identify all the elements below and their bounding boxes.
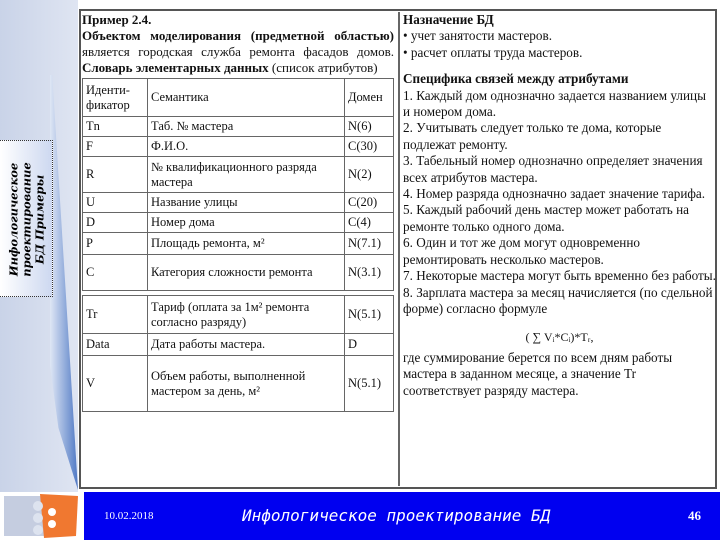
spec-item: 7. Некоторые мастера могут быть временно без работы. xyxy=(403,268,716,284)
purpose-item: • расчет оплаты труда мастеров. xyxy=(403,44,583,60)
object-bold: Объектом моделирования (предметной областью) xyxy=(82,28,394,43)
section-label-line: БД Примеры xyxy=(32,174,47,265)
spec-item: 4. Номер разряда однозначно задает значение тарифа. xyxy=(403,186,706,202)
logo xyxy=(0,492,82,540)
spec-title: Специфика связей между атрибутами xyxy=(403,71,629,87)
cell-id: F xyxy=(83,137,148,157)
example-title: Пример 2.4. xyxy=(82,12,152,27)
cell-domain: N(3.1) xyxy=(345,255,394,291)
cell-semantics: Дата работы мастера. xyxy=(148,334,345,356)
formula-note: где суммирование берется по всем дням работы мастера в заданном месяце, а значение Tr соответствует разряду мастера. xyxy=(403,349,673,398)
spec-item: 1. Каждый дом однозначно задается названием улицы и номером дома. xyxy=(403,87,706,120)
cell-domain: C(30) xyxy=(345,137,394,157)
spec-item: 8. Зарплата мастера за месяц начисляется (по сдельной форме) согласно формуле xyxy=(403,284,713,316)
cell-id: Tr xyxy=(83,296,148,334)
cell-semantics: Категория сложности ремонта xyxy=(148,255,345,291)
table-row xyxy=(83,233,394,255)
object-paragraph xyxy=(82,28,394,60)
cell-domain: C(4) xyxy=(345,213,394,233)
sidebar xyxy=(0,0,78,492)
cell-semantics: Название улицы xyxy=(148,193,345,213)
object-text: является городская служба ремонта фасадов домов. xyxy=(82,44,394,59)
footer xyxy=(84,492,720,540)
table-row xyxy=(83,137,394,157)
table-row xyxy=(83,296,394,334)
header-semantics: Семантика xyxy=(148,79,345,117)
attributes-table xyxy=(82,78,394,412)
section-label-line: Инфологическое xyxy=(6,162,21,277)
cell-id: U xyxy=(83,193,148,213)
cell-semantics: Таб. № мастера xyxy=(148,117,345,137)
table-header-row xyxy=(83,79,394,117)
cell-domain: D xyxy=(345,334,394,356)
logo-icon xyxy=(0,492,82,540)
header-domain: Домен xyxy=(345,79,394,117)
cell-semantics: Номер дома xyxy=(148,213,345,233)
cell-semantics: Ф.И.О. xyxy=(148,137,345,157)
table-row xyxy=(83,356,394,412)
cell-domain: N(2) xyxy=(345,157,394,193)
cell-id: P xyxy=(83,233,148,255)
dictionary-paragraph xyxy=(82,60,394,76)
cell-semantics: Площадь ремонта, м² xyxy=(148,233,345,255)
cell-id: D xyxy=(83,213,148,233)
page-number: 46 xyxy=(688,508,701,523)
section-label-line: проектирование xyxy=(19,162,34,277)
footer-title: Инфологическое проектирование БД xyxy=(242,506,551,525)
cell-semantics: Тариф (оплата за 1м² ремонта согласно разряду) xyxy=(148,296,345,334)
spec-item: 5. Каждый рабочий день мастер может работать на ремонте только одного дома. xyxy=(403,202,690,234)
spec-item: 2. Учитывать следует только те дома, которые подлежат ремонту. xyxy=(403,120,662,152)
dictionary-bold: Словарь элементарных данных xyxy=(82,60,269,75)
cell-semantics: № квалификационного разряда мастера xyxy=(148,157,345,193)
table-row xyxy=(83,117,394,137)
cell-domain: C(20) xyxy=(345,193,394,213)
cell-id: Data xyxy=(83,334,148,356)
cell-domain: N(5.1) xyxy=(345,296,394,334)
section-label xyxy=(8,145,47,295)
table-row xyxy=(83,193,394,213)
cell-semantics: Объем работы, выполненной мастером за день, м² xyxy=(148,356,345,412)
table-row xyxy=(83,157,394,193)
cell-domain: N(7.1) xyxy=(345,233,394,255)
decorative-wedge xyxy=(50,75,78,490)
spec-item: 3. Табельный номер однозначно определяет значения всех атрибутов мастера. xyxy=(403,153,703,185)
purpose-item: • учет занятости мастеров. xyxy=(403,28,553,44)
spec-item: 6. Один и тот же дом могут одновременно ремонтировать несколько мастеров. xyxy=(403,235,641,267)
dictionary-text: (список атрибутов) xyxy=(268,60,378,75)
cell-id: C xyxy=(83,255,148,291)
cell-id: Tn xyxy=(83,117,148,137)
cell-id: R xyxy=(83,157,148,193)
salary-formula: ( ∑ Vᵢ*Cᵢ)*Tᵣ, xyxy=(525,330,594,345)
cell-domain: N(5.1) xyxy=(345,356,394,412)
cell-id: V xyxy=(83,356,148,412)
table-row xyxy=(83,334,394,356)
purpose-title: Назначение БД xyxy=(403,12,494,27)
header-id: Иденти-фикатор xyxy=(83,79,148,117)
footer-date: 10.02.2018 xyxy=(104,510,154,522)
right-column xyxy=(398,12,716,486)
table-row xyxy=(83,213,394,233)
cell-domain: N(6) xyxy=(345,117,394,137)
left-column xyxy=(82,12,394,412)
table-row xyxy=(83,255,394,291)
